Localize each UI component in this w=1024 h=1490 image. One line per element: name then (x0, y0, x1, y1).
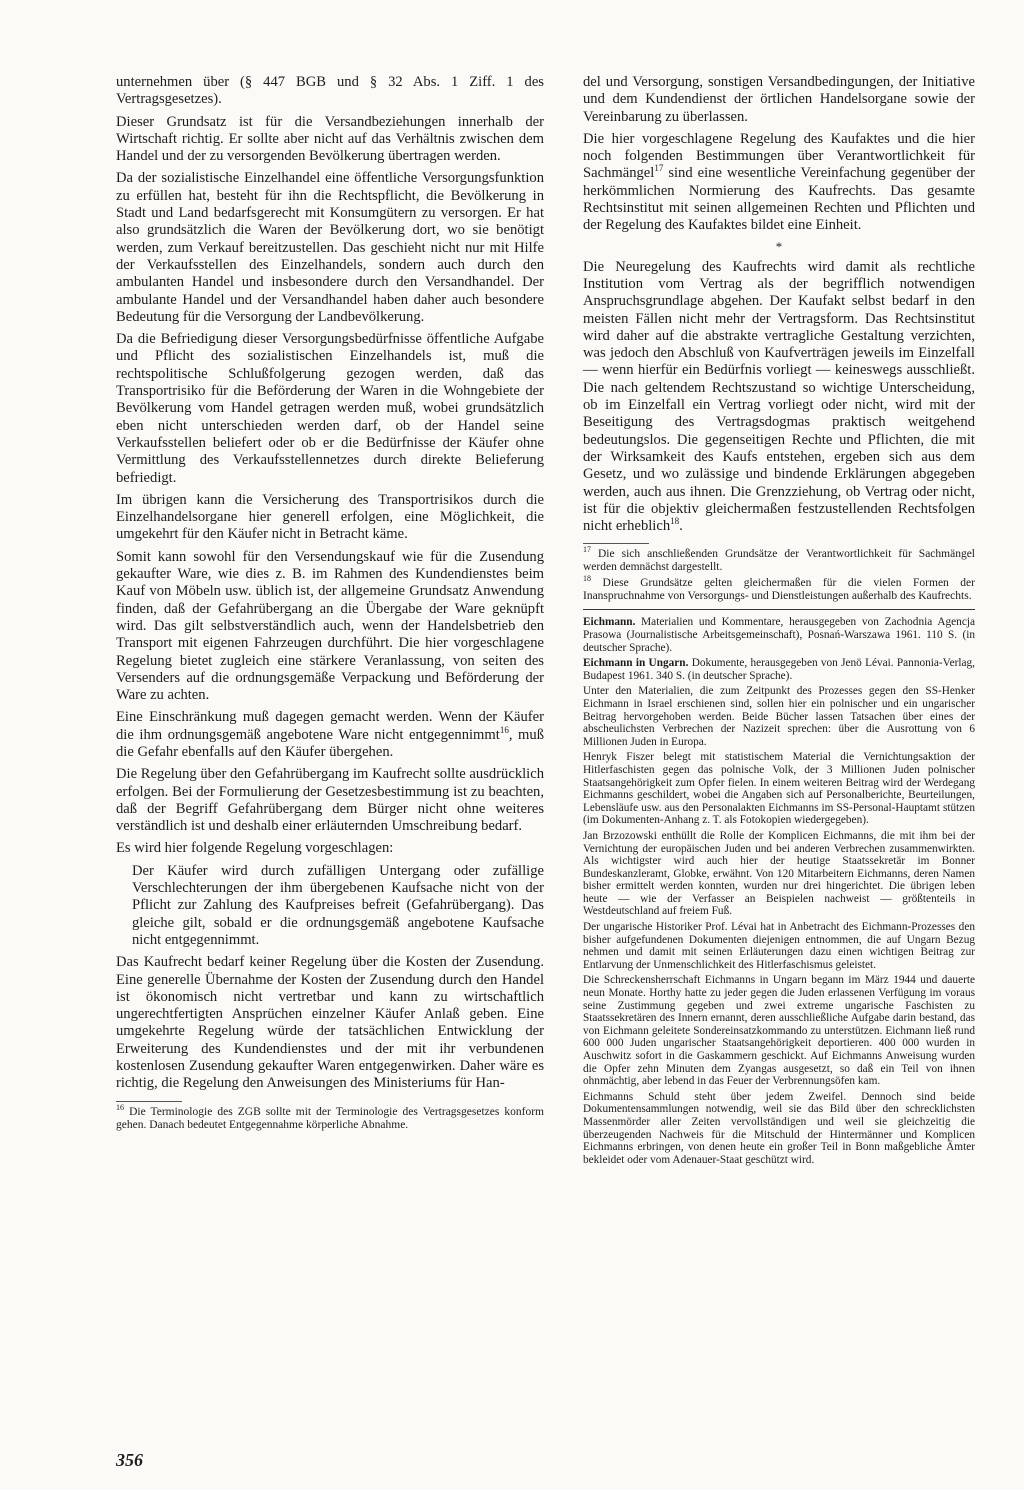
review-paragraph: Die Schreckensherrschaft Eichmanns in Ungarn begann im März 1944 und dauerte neun Monate. Horthy hatte zu jeder gegen die Juden erlassenen Verfügung im voraus seine Zustimmung gegeben und zwei extreme ungarische Faschisten zu Staatssekretären des Innern ernannt, deren ausschließliche Aufgabe darin bestand, das von Eichmann geleitete Sondereinsatzkommando zu unterstützen. Eichmann ließ rund 600 000 Juden ungarischer Staatsangehörigkeit deportieren. 400 000 wurden in Auschwitz sofort in die Gaskammern geschickt. Auf Eichmanns Anweisung wurden die Opfer zehn Minuten dem Zyangas ausgesetzt, so daß ein Teil von ihnen ohnmächtig, aber lebend in das Feuer der Verbrennungsöfen kam. (583, 974, 975, 1088)
review-paragraph: Unter den Materialien, die zum Zeitpunkt des Prozesses gegen den SS-Henker Eichmann in Israel erschienen sind, sollen hier ein polnischer und ein ungarischer Beitrag hervorgehoben werden. Beide Bücher lassen Tatsachen über eines der abscheulichsten Verbrechen der Nazizeit sprechen: über die Ausrottung von 6 Millionen Juden in Europa. (583, 685, 975, 748)
review-paragraph: Jan Brzozowski enthüllt die Rolle der Komplicen Eichmanns, die mit ihm bei der Vernichtung der europäischen Juden und bei anderen Verbrechen zusammenwirkten. Als wichtigster wird auch hier der heutige Staatssekretär im Bonner Bundeskanzleramt, Globke, erwähnt. Von 120 Mitarbeitern Eichmanns, deren Namen bisher ermittelt werden konnten, wurden nur drei hingerichtet. Die übrigen leben heute — wie der Verfasser an Beispielen nachweist — größtenteils in Westdeutschland auf freiem Fuß. (583, 829, 975, 918)
paragraph: unternehmen über (§ 447 BGB und § 32 Abs. 1 Ziff. 1 des Vertragsgesetzes). (116, 74, 544, 108)
footnote-mark: 17 (654, 163, 664, 174)
review-divider (583, 609, 975, 610)
footnote-mark: 16 (499, 724, 509, 735)
paragraph: Da der sozialistische Einzelhandel eine öffentliche Versorgungsfunktion zu erfüllen hat, besteht für ihn die Rechtspflicht, die Bevölkerung in Stadt und Land bedarfsgerecht mit Konsumgütern zu versorgen. Er hat also grundsätzlich die Waren der Bevölkerung dort, wo sie benötigt werden, zum Verkauf bereitzustellen. Das geschieht nicht nur mit Hilfe der Verkaufsstellen des Einzelhandels, sondern auch durch den ambulanten Handel und insbesondere durch den Versandhandel. Der ambulante Handel und der Versandhandel haben daher auch besondere Bedeutung für die Versorgung der Landbevölkerung. (116, 170, 544, 325)
review-paragraph: Eichmanns Schuld steht über jedem Zweifel. Dennoch sind beide Dokumentensammlungen notwendig, weil sie das Bild über den schrecklichsten Massenmörder aller Zeiten vervollständigen und weil sie gleichzeitig die überzeugenden Nachweis für die Mitschuld der Hintermänner und Komplicen Eichmanns erbringen, von denen heute ein großer Teil in Bonn maßgebliche Ämter bekleidet oder vom Adenauer-Staat geschützt wird. (583, 1090, 975, 1166)
paragraph: Die Neuregelung des Kaufrechts wird damit als rechtliche Institution vom Vertrag als der begrifflich notwendigen Anspruchsgrundlage abgehen. Der Kaufakt selbst bedarf in den meisten Fällen nicht mehr der Vertragsform. Das Rechtsinstitut wird daher auf die abstrakte vertragliche Gestaltung verzichten, was jedoch den Abschluß von Kaufverträgen jeweils im Einzelfall — wenn hierfür ein Bedürfnis vorliegt — keineswegs ausschließt. Die nach geltendem Rechtszustand so wichtige Unterscheidung, ob im Einzelfall ein Vertrag vorliegt oder nicht, wird mit der Beseitigung des Vertragsdogmas praktisch weitgehend bedeutungslos. Die gegenseitigen Rechte und Pflichten, die mit der Wirksamkeit des Kaufs entstehen, ergeben sich aus dem Gesetz, und wo zulässige und bindende Erklärungen abgegeben werden, auch aus ihnen. Die Grenzziehung, ob Vertrag oder nicht, ist für die objektiv gleichermaßen festzustellenden Rechtsfolgen nicht erheblich$^{18}$. (583, 258, 975, 535)
footnote-mark: 18 (670, 516, 680, 527)
left-column (116, 74, 544, 1135)
paragraph: Das Kaufrecht bedarf keiner Regelung über die Kosten der Zusendung. Eine generelle Übernahme der Kosten der Zusendung durch den Handel ist ökonomisch nicht vertretbar und kann zu wirtschaftlich ungerechtfertigten Ansprüchen einzelner Käufer Anlaß geben. Eine umgekehrte Regelung würde der tatsächlichen Entwicklung der Erweiterung des Kundendienstes und der mit ihr verbundenen kostenlosen Zusendung gekaufter Waren entgegenwirken. Daher wäre es richtig, die Regelung den Anweisungen des Ministeriums für Han- (116, 954, 544, 1092)
paragraph: Die hier vorgeschlagene Regelung des Kaufaktes und die hier noch folgenden Bestimmungen über Verantwortlichkeit für Sachmängel$^{17}$ sind eine wesentliche Vereinfachung gegenüber der herkömmlichen Normierung des Kaufrechts. Das gesamte Rechtsinstitut mit seinen allgemeinen Rechten und Pflichten und der Regelung des Kaufaktes bildet eine Einheit. (583, 130, 975, 234)
paragraph: Die Regelung über den Gefahrübergang im Kaufrecht sollte ausdrücklich erfolgen. Bei der Formulierung der Gesetzesbestimmung ist zu beachten, daß der Begriff Gefahrübergang dem Bürger nicht ohne weiteres verständlich ist und deshalb einer erläuternden Umschreibung bedarf. (116, 766, 544, 835)
paragraph: Somit kann sowohl für den Versendungskauf wie für die Zusendung gekaufter Ware, wie dies z. B. im Rahmen des Kundendienstes beim Kauf von Möbeln usw. üblich ist, der allgemeine Grundsatz Anwendung finden, daß der Gefahrübergang an die Übergabe der Ware geknüpft wird. Das gilt selbstverständlich auch, wenn der Handelsbetrieb den Transport mit eigenen Fahrzeugen durchführt. Die hier vorgeschlagene Regelung bietet zugleich eine stärkere Veranlassung, von seiten des Versenders auf die ordnungsgemäße Verpackung und Beförderung der Ware zu achten. (116, 548, 544, 704)
review-paragraph: Henryk Fiszer belegt mit statistischem Material die Vernichtungsaktion der Hitlerfaschisten gegen das polnische Volk, der 3 Millionen Juden polnischer Staatsangehörigkeit zum Opfer fielen. In einem weiteren Beitrag wird der Werdegang Eichmanns geschildert, wobei die Angaben sich auf Personalberichte, Beurteilungen, Lebensläufe usw. aus den Personalakten Eichmanns im SS-Personal-Hauptamt stützen (im Dokumenten-Anhang z. T. als Fotokopien wiedergegeben). (583, 751, 975, 827)
book-citation-2: Eichmann in Ungarn. Dokumente, herausgegeben von Jenö Lévai. Pannonia-Verlag, Budapest 1961. 340 S. (in deutscher Sprache). (583, 657, 975, 682)
footnote-divider (116, 1101, 182, 1102)
proposed-regulation-quote: Der Käufer wird durch zufälligen Untergang oder zufällige Verschlechterungen der ihm übergebenen Kaufsache nicht von der Pflicht zur Zahlung des Kaufpreises befreit (Gefahrübergang). Das gleiche gilt, sobald er die ordnungsgemäß angebotene Kaufsache nicht entgegennimmt. (132, 862, 544, 948)
paragraph: Da die Befriedigung dieser Versorgungsbedürfnisse öffentliche Aufgabe und Pflicht des sozialistischen Einzelhandels ist, muß die rechtspolitische Schlußfolgerung gezogen werden, daß das Transportrisiko für die Beförderung der Waren in die Wohngebiete der Bevölkerung vom Handel getragen werden muß, wobei grundsätzlich eben nicht unterschieden werden darf, ob der Handel seine Verkaufsstellen beliefert oder ob er die Bedürfnisse der Käufer ohne Vermittlung des Verkaufsstellennetzes durch direkte Belieferung befriedigt. (116, 331, 544, 486)
footnote-18: $^{18}$ Diese Grundsätze gelten gleichermaßen für die vielen Formen der Inanspruchnahme von Versorgungs- und Dienstleistungen außerhalb des Kaufrechts. (583, 574, 975, 603)
paragraph: Dieser Grundsatz ist für die Versandbeziehungen innerhalb der Wirtschaft richtig. Er sollte aber nicht auf das Verhältnis zwischen dem Handel und der zu versorgenden Bevölkerung übertragen werden. (116, 113, 544, 165)
footnote-divider (583, 543, 649, 544)
right-column (583, 74, 975, 1169)
paragraph: del und Versorgung, sonstigen Versandbedingungen, der Initiative und dem Kundendienst der örtlichen Handelsorgane sowie der Vereinbarung zu überlassen. (583, 74, 975, 125)
paragraph: Es wird hier folgende Regelung vorgeschlagen: (116, 840, 394, 857)
section-separator: * (775, 238, 783, 254)
page-number: 356 (116, 1450, 143, 1470)
paragraph: Eine Einschränkung muß dagegen gemacht werden. Wenn der Käufer die ihm ordnungsgemäß angebotene Ware nicht entgegennimmt$^{16}$, muß die Gefahr ebenfalls auf den Käufer übergehen. (116, 709, 544, 760)
review-paragraph: Der ungarische Historiker Prof. Lévai hat in Anbetracht des Eichmann-Prozesses den bisher aufgefundenen Dokumenten diejenigen entnommen, die auf Ungarn Bezug nehmen und damit mit seinen Erläuterungen dazu einen wichtigen Beitrag zur Entlarvung der Unmenschlichkeit des Hitlerfaschismus geleistet. (583, 921, 975, 971)
footnote-16: $^{16}$ Die Terminologie des ZGB sollte mit der Terminologie des Vertragsgesetzes konform gehen. Danach bedeutet Entgegennahme körperliche Abnahme. (116, 1102, 545, 1131)
paragraph: Im übrigen kann die Versicherung des Transportrisikos durch die Einzelhandelsorgane hier generell erfolgen, eine Möglichkeit, die umgekehrt für den Käufer nicht in Betracht käme. (116, 491, 544, 543)
book-citation-1: Eichmann. Materialien und Kommentare, herausgegeben von Zachodnia Agencja Prasowa (Journalistische Arbeitsgemeinschaft), Posnań-Warszawa 1961. 110 S. (in deutscher Sprache). (583, 616, 975, 654)
footnote-17: $^{17}$ Die sich anschließenden Grundsätze der Verantwortlichkeit für Sachmängel werden demnächst dargestellt. (583, 545, 975, 574)
